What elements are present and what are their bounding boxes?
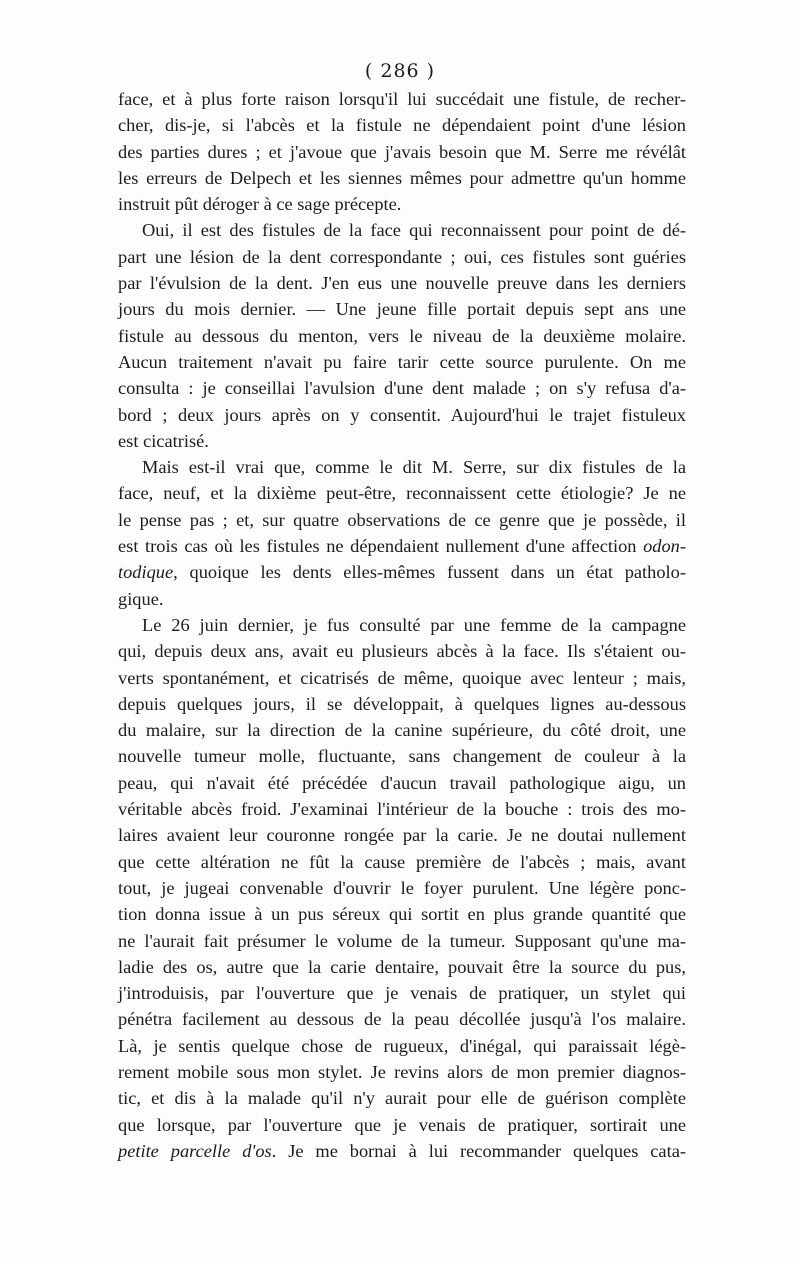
- text-line: part une lésion de la dent correspondante ; oui, ces fistules sont guéries: [118, 246, 686, 267]
- text-line: Oui, il est des fistules de la face qui reconnaissent pour point de dé-: [142, 220, 686, 241]
- paragraph: [118, 454, 686, 612]
- italic-text: odon-: [643, 536, 686, 557]
- text-line: ladie des os, autre que la carie dentaire, pouvait être la source du pus,: [118, 956, 686, 977]
- text-line: le pense pas ; et, sur quatre observations de ce genre que je possède, il: [118, 509, 686, 530]
- text-line: instruit pût déroger à ce sage précepte.: [118, 194, 402, 215]
- text-line: peau, qui n'avait été précédée d'aucun travail pathologique aigu, un: [118, 772, 686, 793]
- text-line: nouvelle tumeur molle, fluctuante, sans changement de couleur à la: [118, 746, 686, 767]
- text-line: est cicatrisé.: [118, 430, 209, 451]
- text-line: laires avaient leur couronne rongée par la carie. Je ne doutai nullement: [118, 825, 686, 846]
- text-line: ne l'aurait fait présumer le volume de la tumeur. Supposant qu'une ma-: [118, 930, 686, 951]
- text-line: rement mobile sous mon stylet. Je revins alors de mon premier diagnos-: [118, 1061, 686, 1082]
- page-number: ( 286 ): [364, 60, 436, 82]
- paragraph: [118, 86, 686, 217]
- text-line: gique.: [118, 588, 164, 609]
- text-line: qui, depuis deux ans, avait eu plusieurs abcès à la face. Ils s'étaient ou-: [118, 641, 686, 662]
- text-line: véritable abcès froid. J'examinai l'intérieur de la bouche : trois des mo-: [118, 799, 686, 820]
- text-line: que lorsque, par l'ouverture que je venais de pratiquer, sortirait une: [118, 1114, 686, 1135]
- text-line: fistule au dessous du menton, vers le niveau de la deuxième molaire.: [118, 325, 686, 346]
- text-line: tic, et dis à la malade qu'il n'y aurait pour elle de guérison complète: [118, 1088, 686, 1109]
- text-line: cher, dis-je, si l'abcès et la fistule ne dépendaient point d'une lésion: [118, 115, 686, 136]
- text-line: face, neuf, et la dixième peut-être, reconnaissent cette étiologie? Je ne: [118, 483, 686, 504]
- text-line: verts spontanément, et cicatrisés de même, quoique avec lenteur ; mais,: [118, 667, 686, 688]
- text-line: pénétra facilement au dessous de la peau décollée jusqu'à l'os malaire.: [118, 1009, 686, 1030]
- text-line: petite parcelle d'os. Je me bornai à lui recommander quelques cata-: [118, 1140, 686, 1161]
- text-line: consulta : je conseillai l'avulsion d'une dent malade ; on s'y refusa d'a-: [118, 378, 686, 399]
- text-line: des parties dures ; et j'avoue que j'avais besoin que M. Serre me révélât: [118, 141, 686, 162]
- text-line: tion donna issue à un pus séreux qui sortit en plus grande quantité que: [118, 904, 686, 925]
- text-line: todique, quoique les dents elles-mêmes fussent dans un état patholo-: [118, 562, 686, 583]
- text-line: Mais est-il vrai que, comme le dit M. Serre, sur dix fistules de la: [142, 457, 686, 478]
- text-line: tout, je jugeai convenable d'ouvrir le foyer purulent. Une légère ponc-: [118, 877, 686, 898]
- text-line: face, et à plus forte raison lorsqu'il lui succédait une fistule, de recher-: [118, 89, 686, 109]
- text-line: Aucun traitement n'avait pu faire tarir cette source purulente. On me: [118, 351, 686, 372]
- text-line: est trois cas où les fistules ne dépendaient nullement d'une affection odon-: [118, 536, 686, 557]
- text-line: que cette altération ne fût la cause première de l'abcès ; mais, avant: [118, 851, 686, 872]
- text-line: par l'évulsion de la dent. J'en eus une nouvelle preuve dans les derniers: [118, 273, 686, 294]
- text-line: Là, je sentis quelque chose de rugueux, d'inégal, qui paraissait légè-: [118, 1035, 686, 1056]
- body-text: [118, 86, 686, 1164]
- text-line: depuis quelques jours, il se développait, à quelques lignes au-dessous: [118, 693, 686, 714]
- italic-text: todique: [118, 562, 174, 583]
- text-line: jours du mois dernier. — Une jeune fille portait depuis sept ans une: [118, 299, 686, 320]
- text-line: Le 26 juin dernier, je fus consulté par une femme de la campagne: [142, 614, 686, 635]
- text-line: bord ; deux jours après on y consentit. Aujourd'hui le trajet fistuleux: [118, 404, 686, 425]
- text-line: du malaire, sur la direction de la canine supérieure, du côté droit, une: [118, 720, 686, 741]
- paragraph: [118, 612, 686, 1164]
- text-line: j'introduisis, par l'ouverture que je venais de pratiquer, un stylet qui: [118, 983, 686, 1004]
- italic-text: petite parcelle d'os: [118, 1140, 272, 1161]
- paragraph: [118, 217, 686, 454]
- text-line: les erreurs de Delpech et les siennes mêmes pour admettre qu'un homme: [118, 167, 686, 188]
